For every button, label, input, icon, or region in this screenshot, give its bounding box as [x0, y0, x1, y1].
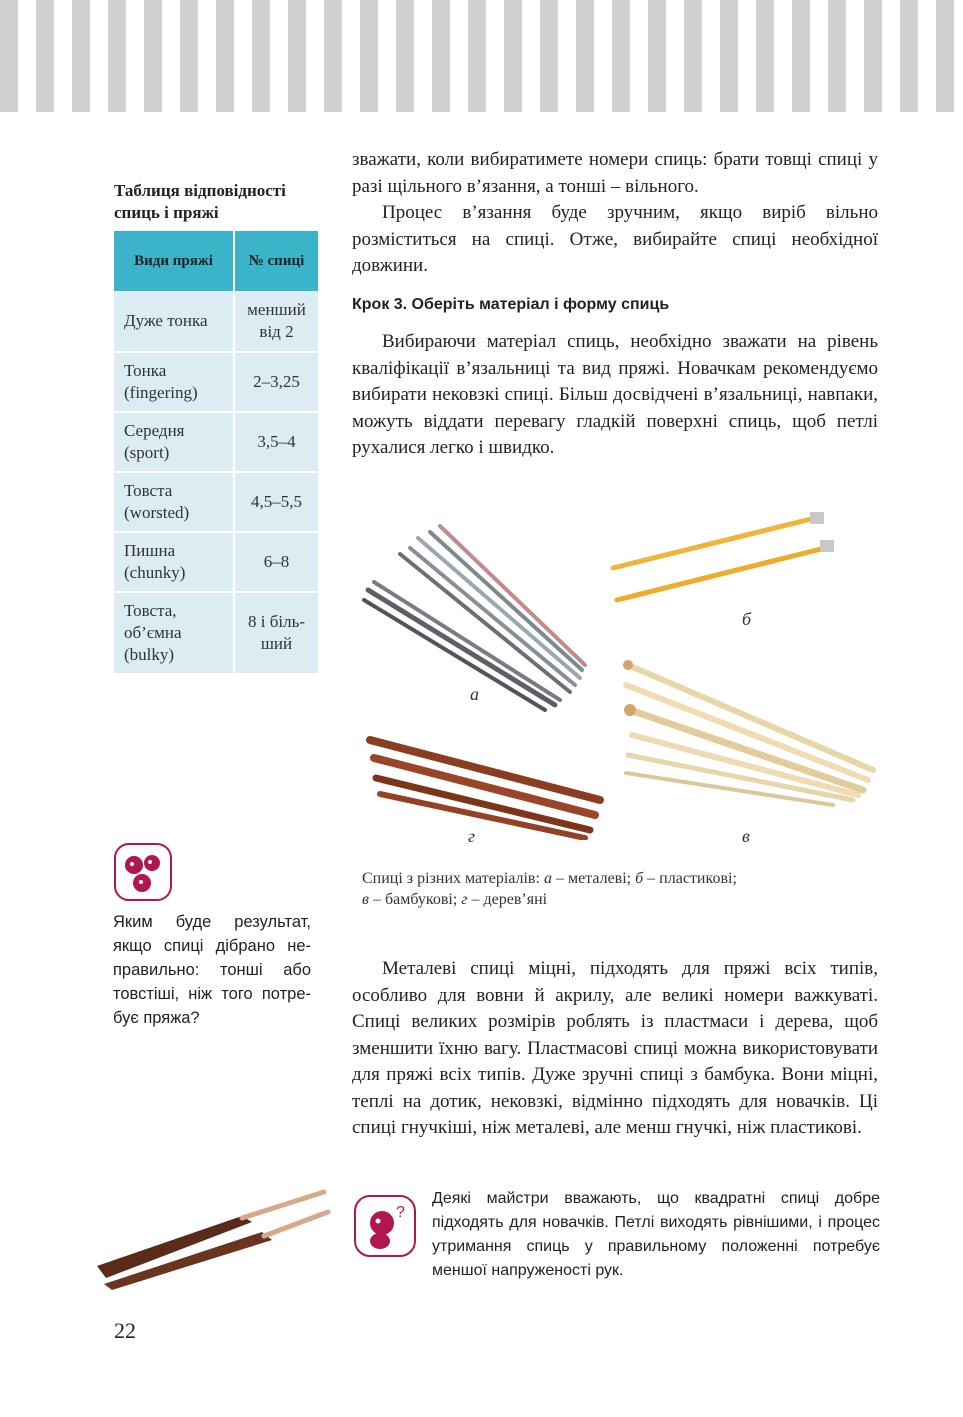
caption-text: – бамбукові;	[368, 891, 462, 908]
svg-text:?: ?	[396, 1204, 405, 1221]
photo-caption	[362, 868, 862, 910]
question-text: Яким буде результат, якщо спиці дібрано неправильно: тонші або товстіші, ніж того потребує пряжа?	[113, 913, 311, 1027]
paragraph: Вибираючи матеріал спиць, необхідно зважати на рівень кваліфікації в’язальниці та вид пряжі. Новачкам рекомендуємо вибирати нековзкі спиці. Більш досвідчені в’язальниці, навпаки, можуть віддати перевагу гладкій поверхні спиць, щоб петлі рухалися легко і швидко.	[352, 331, 878, 458]
table-row	[114, 291, 319, 352]
table-cell-needle: 4,5–5,5	[234, 472, 319, 532]
table-cell-needle: 2–3,25	[234, 352, 319, 412]
table-cell-yarn: Пишна (chunky)	[114, 532, 234, 592]
table-cell-yarn: Товста (worsted)	[114, 472, 234, 532]
table-row	[114, 352, 319, 412]
table-cell-yarn: Товста, об’ємна (bulky)	[114, 592, 234, 674]
table-cell-needle: менший від 2	[234, 291, 319, 352]
photo-label-v: в	[742, 826, 750, 846]
table-cell-yarn: Тонка (fingering)	[114, 352, 234, 412]
table-cell-needle: 3,5–4	[234, 412, 319, 472]
caption-text: Спиці з різних матеріалів:	[362, 870, 544, 887]
step3-paragraph-block	[352, 329, 878, 462]
caption-letter: г	[461, 891, 468, 908]
table-header-needle: № спиці	[234, 231, 319, 291]
table-cell-needle: 6–8	[234, 532, 319, 592]
table-cell-yarn: Дуже тонка	[114, 291, 234, 352]
tip-mascot-icon	[354, 1195, 416, 1257]
paragraph: Процес в’язання буде зручним, якщо виріб вільно розміститься на спиці. Отже, вибирайте спиці необхідної довжини.	[352, 202, 878, 276]
paragraph: Металеві спиці міцні, підходять для пряжі всіх типів, особливо для вовни й акрилу, але великі номери важкуваті. Спиці великих розмірів роблять із пластмаси і дерева, щоб зменшити їхню вагу. Пластмасові спиці можна використовувати для пряжі всіх типів. Дуже зручні спиці з бамбука. Вони міцні, теплі на дотик, нековзкі, відмінно підходять для новачків. Ці спиці гнучкіші, ніж металеві, але менш гнучкі, ніж пластикові.	[352, 958, 878, 1138]
materials-paragraph-block	[352, 956, 878, 1142]
step-heading: Крок 3. Оберіть матеріал і форму спиць	[352, 296, 670, 313]
caption-text: – пластикові;	[643, 870, 737, 887]
caption-text: – дерев’яні	[467, 891, 548, 908]
caption-letter: в	[362, 891, 369, 908]
header-stripes	[0, 0, 963, 112]
table-row	[114, 412, 319, 472]
tip-text: Деякі майстри вважають, що квадратні спиці добре підходять для новачків. Петлі виходять рівнішими, і процес утримання спиць у правильному положенні потребує меншої напруженості рук.	[432, 1190, 880, 1279]
caption-letter: а	[543, 870, 552, 887]
wooden-needles-photo	[360, 730, 605, 840]
photo-label-g: г	[468, 826, 476, 846]
wooden-tips-photo	[92, 1188, 332, 1290]
photo-label-b: б	[742, 609, 752, 629]
table-title: Таблиця відповідності спиць і пряжі	[114, 181, 286, 222]
table-header-yarn: Види пряжі	[114, 231, 234, 291]
photo-label-a: а	[470, 684, 479, 704]
paragraph: зважати, коли вибиратимете номери спиць: брати товщі спиці у разі щільного в’язання, а тонші – вільного.	[352, 149, 878, 197]
table-cell-needle: 8 і більший	[234, 592, 319, 674]
page-number: 22	[114, 1318, 136, 1343]
caption-letter: б	[635, 870, 644, 887]
question-mascot-icon	[114, 843, 172, 901]
intro-paragraphs	[352, 147, 878, 280]
caption-text: – металеві;	[551, 870, 636, 887]
plastic-needles-photo	[605, 510, 835, 610]
table-cell-yarn: Середня (sport)	[114, 412, 234, 472]
table-row	[114, 592, 319, 674]
table-row	[114, 532, 319, 592]
yarn-needle-table	[114, 231, 320, 675]
bamboo-needles-photo	[618, 655, 880, 815]
table-row	[114, 472, 319, 532]
